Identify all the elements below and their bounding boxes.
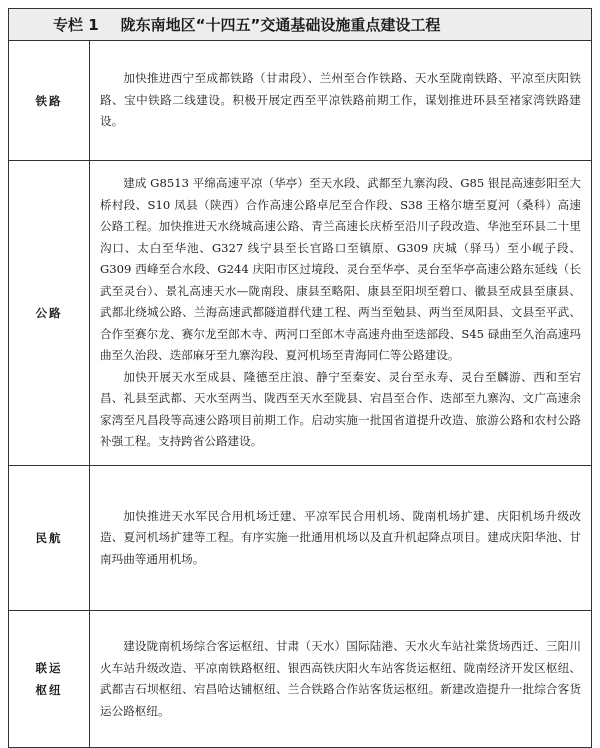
content-cell bbox=[90, 466, 592, 611]
table-row-transport-hub bbox=[9, 611, 592, 748]
category-cell: 公路 bbox=[9, 161, 90, 466]
table-row-highway bbox=[9, 161, 592, 466]
column-label: 专栏 1 bbox=[53, 16, 99, 34]
projects-table bbox=[8, 40, 592, 748]
category-cell: 民航 bbox=[9, 466, 90, 611]
table-row-railway bbox=[9, 41, 592, 161]
category-cell bbox=[9, 611, 90, 748]
content-paragraph: 加快推进西宁至成都铁路（甘肃段）、兰州至合作铁路、天水至陇南铁路、平凉至庆阳铁路、宝中铁路二线建设。积极开展定西至平凉铁路前期工作，谋划推进环县至褚家湾铁路建设。 bbox=[100, 71, 581, 129]
content-paragraph: 加快开展天水至成县、隆德至庄浪、静宁至秦安、灵台至永寿、灵台至麟游、西和至宕昌、礼县至武都、天水至两当、陇西至天水至陇县、宕昌至合作、迭部至九寨沟、文广高速余家湾至凡昌段等高速公路项目前期工作。启动实施一批国省道提升改造、旅游公路和农村公路补强工程。支持跨省公路建设。 bbox=[100, 369, 581, 449]
category-line: 联运 bbox=[35, 661, 63, 675]
content-cell bbox=[90, 161, 592, 466]
category-line: 枢纽 bbox=[35, 683, 63, 697]
content-paragraph: 建成 G8513 平绵高速平凉（华亭）至天水段、武都至九寨沟段、G85 银昆高速彭阳至大桥村段、S10 凤县（陕西）合作高速公路卓尼至合作段、S38 王格尔塘至夏河（桑科）高速公路工程。加快推进天水绕城高速公路、青兰高速长庆桥至沿川子段改造、华池至环县二十里沟口、太白至华池、G327 线宁县至长官路口至镇原、G309 庆城（驿马）至小岘子段、G309 西峰至合水段、G244 庆阳市区过境段、灵台至华亭、灵台至华亭高速公路东延线（长武至灵台）、景礼高速天水—陇南段、康县至略阳、康县至阳坝至碧口、徽县至成县至康县、武都北绕城公路、兰海高速武都隧道群代建工程、两当至勉县、两当至凤阳县、文县至平武、合作至赛尔龙、赛尔龙至郎木寺、两河口至郎木寺高速舟曲至迭部段、S45 碌曲至久治高速玛曲至久治段、迭部麻牙至九寨沟段、夏河机场至青海同仁等公路建设。 bbox=[100, 176, 581, 363]
content-cell bbox=[90, 41, 592, 161]
column-title-bar bbox=[8, 8, 592, 40]
table-row-aviation bbox=[9, 466, 592, 611]
content-paragraph: 加快推进天水军民合用机场迁建、平凉军民合用机场、陇南机场扩建、庆阳机场升级改造、夏河机场扩建等工程。有序实施一批通用机场以及直升机起降点项目。建成庆阳华池、甘南玛曲等通用机场。 bbox=[100, 508, 581, 566]
column-title: 陇东南地区“十四五”交通基础设施重点建设工程 bbox=[120, 16, 441, 34]
content-paragraph: 建设陇南机场综合客运枢纽、甘肃（天水）国际陆港、天水火车站社棠货场西迁、三阳川火车站升级改造、平凉南铁路枢纽、银西高铁庆阳火车站客货运枢纽、陇南经济开发区枢纽、武都吉石坝枢纽、宕昌哈达铺枢纽、兰合铁路合作站客货运枢纽。新建改造提升一批综合客货运公路枢纽。 bbox=[100, 639, 581, 718]
category-cell: 铁路 bbox=[9, 41, 90, 161]
content-cell bbox=[90, 611, 592, 748]
